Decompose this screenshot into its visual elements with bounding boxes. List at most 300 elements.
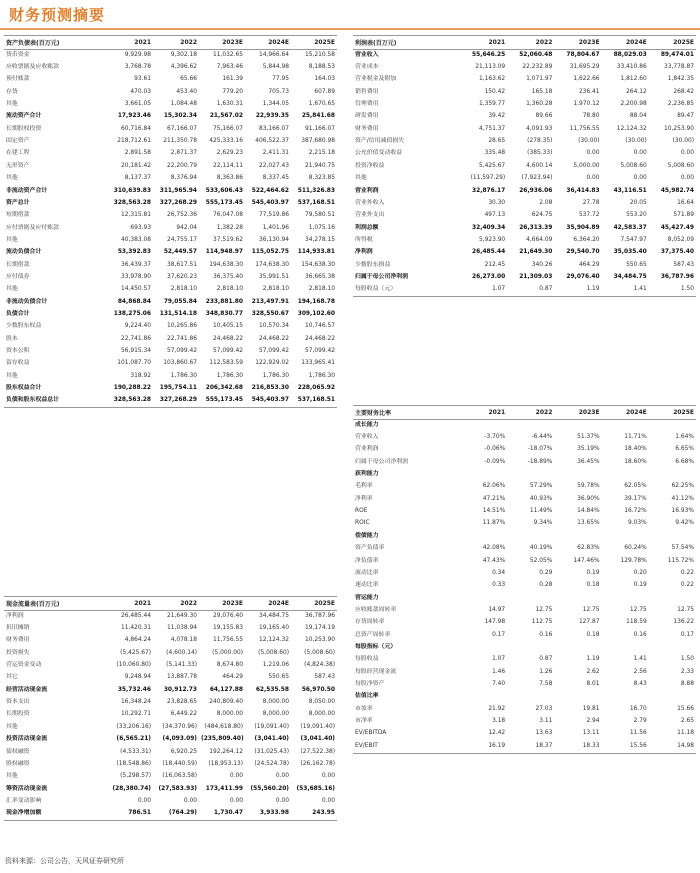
table-row	[353, 259, 696, 271]
value-cell: 79,580.51	[305, 212, 335, 219]
value-cell: 16.72%	[624, 508, 647, 515]
table-row	[353, 173, 696, 185]
table-row	[4, 321, 337, 333]
value-cell: 310,639.83	[113, 187, 151, 194]
value-cell: 240,809.40	[209, 699, 243, 706]
row-label: 净利润	[6, 612, 24, 619]
value-cell: 45,427.49	[660, 224, 694, 231]
value-cell	[602, 469, 649, 481]
value-cell: 15.56	[602, 740, 649, 753]
table-row	[4, 771, 337, 783]
year-column-header: 2021	[460, 406, 507, 420]
value-cell: 1.19	[554, 284, 601, 297]
table-row	[353, 74, 696, 86]
value-cell: 18.40%	[624, 446, 647, 453]
value-cell: 89,474.01	[660, 51, 694, 58]
row-label: 营业外收入	[355, 199, 385, 206]
table-row	[4, 309, 337, 321]
value-cell: 10,570.34	[259, 323, 289, 330]
value-cell: 537.72	[578, 212, 600, 219]
value-cell: 0.00	[680, 175, 694, 182]
value-cell: 56,915.34	[121, 347, 151, 354]
value-cell: 0.16	[633, 631, 647, 638]
value-cell: 464.29	[578, 261, 600, 268]
value-cell: 340.26	[531, 261, 553, 268]
balance-sheet-table	[4, 35, 337, 408]
value-cell: 2.65	[680, 717, 694, 724]
value-cell: 6,920.25	[170, 748, 197, 755]
row-label: 资本公积	[6, 347, 30, 354]
value-cell: 4,664.09	[526, 236, 553, 243]
value-cell: 571.89	[673, 212, 694, 219]
value-cell: 5,844.98	[262, 64, 289, 71]
table-row	[353, 703, 696, 715]
value-cell: 5,008.60	[667, 162, 694, 169]
value-cell: (5,008.60)	[258, 649, 289, 656]
section-heading-row	[353, 469, 696, 481]
value-cell: 1.07	[460, 284, 507, 297]
value-cell: 8.43	[633, 680, 647, 687]
value-cell	[507, 642, 554, 654]
row-label: 每股收益（元）	[353, 284, 460, 297]
value-cell: 1.26	[539, 668, 553, 675]
year-column-header: 2021	[107, 597, 153, 611]
value-cell: 1,812.60	[620, 76, 647, 83]
year-column-header: 2025E	[291, 597, 337, 611]
value-cell: 3,933.98	[245, 808, 291, 821]
value-cell: 35,991.51	[259, 273, 289, 280]
value-cell: 5,425.67	[478, 162, 506, 169]
value-cell: 8,000.00	[262, 699, 289, 706]
value-cell: 0.00	[633, 150, 647, 157]
title-divider	[0, 28, 700, 30]
value-cell: 14.51%	[482, 508, 506, 515]
value-cell: 1.46	[492, 668, 506, 675]
value-cell: 3,768.78	[124, 64, 151, 71]
value-cell: 67,166.07	[167, 125, 197, 132]
row-label: 应收账款周转率	[355, 606, 397, 613]
value-cell: 0.19	[633, 582, 647, 589]
value-cell: 0.00	[680, 150, 694, 157]
value-cell: (235,809.40)	[201, 736, 244, 743]
value-cell: 29,076.40	[566, 273, 600, 280]
value-cell: 2,818.10	[170, 286, 197, 293]
year-column-header: 2022	[507, 406, 554, 420]
value-cell: 624.75	[531, 212, 553, 219]
section-heading-row	[353, 531, 696, 543]
value-cell: 12,315.81	[121, 212, 151, 219]
row-label: 营业成本	[355, 64, 379, 71]
value-cell: 24,468.22	[305, 335, 335, 342]
value-cell: 55,646.25	[472, 51, 506, 58]
table-row	[4, 346, 337, 358]
value-cell: (26,162.78)	[300, 760, 335, 767]
table-row	[353, 222, 696, 234]
value-cell	[649, 691, 696, 703]
value-cell: 36,787.96	[660, 273, 694, 280]
value-cell: 35,732.46	[117, 686, 151, 693]
year-column-header: 2023E	[199, 36, 245, 50]
value-cell: 36.90%	[577, 495, 600, 502]
value-cell: 190,288.22	[113, 385, 151, 391]
value-cell: 0.00	[586, 150, 600, 157]
value-cell: 7,963.46	[216, 64, 243, 71]
value-cell: 12,124.32	[616, 125, 647, 132]
value-cell: 62.06%	[482, 483, 506, 490]
value-cell: 36,439.37	[121, 261, 151, 268]
table-row	[353, 87, 696, 99]
table-row	[353, 555, 696, 567]
value-cell: 15,302.34	[163, 113, 197, 120]
value-cell: 16.93%	[671, 508, 694, 515]
table-row	[353, 543, 696, 555]
value-cell: (4,600.14)	[166, 649, 197, 656]
table-row	[4, 272, 337, 284]
value-cell: 0.16	[539, 631, 553, 638]
value-cell: 35,904.89	[566, 224, 600, 231]
value-cell: (5,000.00)	[212, 649, 243, 656]
value-cell: 328,563.28	[107, 395, 153, 408]
value-cell: 2,411.31	[262, 150, 289, 157]
row-label: 管理费用	[355, 101, 379, 108]
value-cell: (55,560.20)	[250, 785, 289, 792]
value-cell	[554, 469, 601, 481]
row-label: 在建工程	[6, 150, 30, 157]
value-cell: 243.95	[291, 808, 337, 821]
value-cell: 22,741.86	[121, 335, 151, 342]
value-cell: 348,830.77	[205, 310, 243, 317]
value-cell: 30,912.73	[163, 686, 197, 693]
value-cell: 4,396.62	[170, 64, 197, 71]
table-row	[4, 672, 337, 684]
value-cell: 2,818.10	[216, 286, 243, 293]
value-cell: 59.78%	[577, 483, 600, 490]
value-cell: 22,200.79	[167, 162, 197, 169]
table-row	[353, 654, 696, 666]
value-cell: 2.56	[633, 668, 647, 675]
value-cell: 12.42	[488, 730, 506, 737]
value-cell: 1.19	[586, 656, 600, 663]
value-cell: 236.41	[578, 88, 600, 95]
value-cell: 218,712.61	[117, 138, 151, 145]
value-cell: 1,622.66	[573, 76, 600, 83]
value-cell: 9,302.18	[170, 51, 197, 58]
section-heading-row	[353, 419, 696, 432]
value-cell: 12.75	[629, 606, 647, 613]
row-label: 其它	[6, 674, 18, 681]
row-label: 投资净收益	[355, 162, 385, 169]
value-cell: 2.33	[680, 668, 694, 675]
value-cell: 57.29%	[529, 483, 553, 490]
financial-ratios-table	[353, 405, 696, 754]
table-row	[353, 210, 696, 222]
value-cell: 38,617.51	[167, 261, 197, 268]
row-label: 其他	[6, 372, 18, 379]
table-row	[4, 284, 337, 296]
row-label: 速动比率	[355, 582, 379, 589]
year-column-header: 2023E	[199, 597, 245, 611]
value-cell: 1,075.16	[308, 224, 335, 231]
value-cell: 1,786.30	[170, 372, 197, 379]
table-header-row	[4, 597, 337, 611]
value-cell: 37,375.40	[660, 249, 694, 256]
value-cell: 127.87	[578, 619, 600, 626]
table-row	[4, 136, 337, 148]
value-cell: 19,174.19	[305, 625, 335, 632]
row-label: 每股经营现金流	[355, 668, 397, 675]
value-cell: 62,535.58	[255, 686, 289, 693]
table-row	[4, 161, 337, 173]
table-row	[4, 87, 337, 99]
row-label: 利润总额	[355, 224, 379, 231]
value-cell: 64,127.88	[209, 686, 243, 693]
row-label: 预付账款	[6, 76, 30, 83]
row-label: 无形资产	[6, 162, 30, 169]
year-column-header: 2025E	[649, 406, 696, 420]
value-cell: 1,084.48	[170, 101, 197, 108]
table-header-row	[4, 36, 337, 50]
value-cell: 0.34	[492, 569, 506, 576]
table-row	[4, 235, 337, 247]
value-cell: 24,468.22	[213, 335, 243, 342]
table-row	[353, 148, 696, 160]
value-cell: 8,376.94	[170, 175, 197, 182]
value-cell: (764.29)	[153, 808, 199, 821]
value-cell: 14.84%	[577, 508, 600, 515]
row-label: 资产总计	[6, 199, 30, 206]
row-label: 营业收入	[355, 434, 379, 441]
value-cell	[460, 691, 507, 703]
table-row	[353, 235, 696, 247]
value-cell: (5,425.67)	[120, 649, 151, 656]
value-cell: 24,468.22	[259, 335, 289, 342]
value-cell: -18.07%	[527, 446, 553, 453]
value-cell: 16.70	[629, 705, 647, 712]
year-column-header: 2023E	[554, 36, 601, 50]
value-cell: 52.05%	[529, 557, 553, 564]
table-row	[353, 124, 696, 136]
value-cell: 19,165.40	[259, 625, 289, 632]
value-cell: 311,965.94	[159, 187, 197, 194]
value-cell: 36.45%	[577, 458, 600, 465]
value-cell: 4,078.18	[170, 637, 197, 644]
value-cell: 15.66	[677, 705, 694, 712]
value-cell: 0.28	[539, 582, 553, 589]
value-cell: 10,746.57	[305, 323, 335, 330]
table-row	[353, 432, 696, 444]
value-cell	[460, 531, 507, 543]
table-row	[4, 49, 337, 62]
value-cell: 112.75	[531, 619, 553, 626]
value-cell: 75,166.07	[213, 125, 243, 132]
value-cell: 161.39	[222, 76, 243, 83]
value-cell: 88,029.03	[613, 51, 647, 58]
value-cell: 195,754.11	[159, 385, 197, 391]
value-cell: 16.64	[677, 199, 694, 206]
value-cell: 693.93	[130, 224, 151, 231]
value-cell: 21,567.02	[209, 113, 243, 120]
value-cell: 52,449.57	[163, 249, 197, 256]
row-label: 货币资金	[6, 51, 30, 58]
value-cell: 36,665.38	[305, 273, 335, 280]
table-row	[4, 759, 337, 771]
value-cell: 25,841.68	[301, 113, 335, 120]
value-cell: 550.65	[626, 261, 647, 268]
row-label: 固定资产	[6, 138, 30, 145]
row-label: EV/EBIT	[353, 740, 460, 753]
value-cell: 13.63	[535, 730, 553, 737]
value-cell: 84,868.84	[117, 298, 151, 305]
value-cell	[649, 592, 696, 604]
value-cell: (53,685.16)	[296, 785, 335, 792]
value-cell: 34,484.75	[259, 612, 289, 619]
table-row	[4, 148, 337, 160]
value-cell: 138,275.06	[113, 310, 151, 317]
value-cell: (27,583.93)	[158, 785, 197, 792]
row-label: 财务费用	[6, 637, 30, 644]
value-cell: 0.00	[183, 797, 197, 804]
value-cell: 20,181.42	[121, 162, 151, 169]
value-cell: (7,923.94)	[521, 175, 553, 182]
table-row	[353, 444, 696, 456]
value-cell: 56,970.50	[301, 686, 335, 693]
value-cell	[554, 691, 601, 703]
value-cell: 522,464.62	[251, 187, 289, 194]
value-cell: 9.03%	[628, 520, 647, 527]
value-cell: 1,670.65	[308, 101, 335, 108]
table-row	[4, 685, 337, 697]
row-label: 资本支出	[6, 699, 30, 706]
table-row	[4, 697, 337, 709]
table-row	[4, 74, 337, 86]
row-label: 成长能力	[355, 421, 379, 428]
value-cell: 22,741.86	[167, 335, 197, 342]
value-cell: 42,583.37	[613, 224, 647, 231]
table-row	[353, 99, 696, 111]
year-column-header: 2024E	[245, 597, 291, 611]
row-label: 少数股东损益	[355, 261, 391, 268]
value-cell: -0.06%	[484, 446, 506, 453]
row-label: 折旧摊销	[6, 625, 30, 632]
value-cell: 0.00	[137, 797, 151, 804]
value-cell: 211,350.78	[163, 138, 197, 145]
table-row	[4, 709, 337, 721]
value-cell: 62.25%	[671, 483, 694, 490]
value-cell: 40.93%	[529, 495, 553, 502]
value-cell: 57,099.42	[305, 347, 335, 354]
row-label: 留存收益	[6, 360, 30, 367]
value-cell: 60.24%	[624, 545, 647, 552]
value-cell: 26,273.00	[472, 273, 506, 280]
table-row	[4, 648, 337, 660]
value-cell: (5,008.60)	[304, 649, 335, 656]
value-cell: 0.18	[586, 631, 600, 638]
row-label: 流动比率	[355, 569, 379, 576]
table-row	[4, 722, 337, 734]
row-label: 股本	[6, 335, 18, 342]
value-cell: 14.97	[488, 606, 506, 613]
value-cell: 0.00	[586, 175, 600, 182]
row-label: 非流动负债合计	[6, 298, 48, 305]
value-cell: 3,661.05	[124, 101, 151, 108]
row-label: 营业外支出	[355, 212, 385, 219]
table-row	[4, 99, 337, 111]
value-cell: (31,025.43)	[254, 748, 289, 755]
value-cell: 13,887.78	[167, 674, 197, 681]
value-cell: 216,853.30	[251, 385, 289, 391]
value-cell: 77.95	[272, 76, 289, 83]
row-label: 负债和股东权益总计	[4, 395, 107, 408]
value-cell: 12.75	[677, 606, 694, 613]
section-heading-row	[353, 691, 696, 703]
value-cell	[507, 691, 554, 703]
row-label: 财务费用	[355, 125, 379, 132]
value-cell: 6.68%	[675, 458, 694, 465]
value-cell: 147.46%	[573, 557, 600, 564]
value-cell: 93.61	[134, 76, 151, 83]
value-cell: 406,522.37	[255, 138, 289, 145]
value-cell	[460, 419, 507, 432]
value-cell: 11.56	[629, 730, 647, 737]
value-cell: 5,000.00	[573, 162, 600, 169]
table-row	[353, 185, 696, 197]
value-cell: (28,380.74)	[112, 785, 151, 792]
value-cell: 537,168.51	[297, 199, 335, 206]
row-label: 现金净增加额	[4, 808, 107, 821]
value-cell	[554, 592, 601, 604]
value-cell: 114,933.81	[297, 249, 335, 256]
value-cell: 26,485.44	[121, 612, 151, 619]
value-cell: 1.64%	[675, 434, 694, 441]
value-cell: 28.65	[488, 138, 506, 145]
value-cell: 40.19%	[529, 545, 553, 552]
value-cell: 0.00	[275, 797, 289, 804]
value-cell: 7.40	[492, 680, 506, 687]
value-cell: 57,099.42	[167, 347, 197, 354]
value-cell: 11,038.94	[167, 625, 197, 632]
year-column-header: 2025E	[291, 36, 337, 50]
value-cell: 27.78	[582, 199, 600, 206]
page-title: 财务预测摘要	[9, 6, 106, 24]
value-cell: 0.00	[321, 797, 335, 804]
value-cell: (18,440.59)	[162, 760, 197, 767]
value-cell: 192,264.12	[209, 748, 243, 755]
value-cell: (33,206.16)	[116, 723, 151, 730]
value-cell: (4,533.31)	[120, 748, 151, 755]
value-cell: 36,375.40	[213, 273, 243, 280]
year-column-header: 2021	[460, 36, 507, 50]
value-cell: 8,000.00	[308, 711, 335, 718]
table-row	[4, 296, 337, 308]
value-cell: 0.00	[275, 773, 289, 780]
value-cell: 33,978.90	[121, 273, 151, 280]
table-row	[353, 481, 696, 493]
value-cell: 150.42	[484, 88, 506, 95]
value-cell: -18.89%	[527, 458, 553, 465]
value-cell: 1,360.28	[526, 101, 553, 108]
value-cell: 129.78%	[620, 557, 647, 564]
value-cell: 2.79	[633, 717, 647, 724]
value-cell: 537,168.51	[291, 395, 337, 408]
value-cell: 533,606.43	[205, 187, 243, 194]
table-row	[353, 247, 696, 259]
value-cell: 425,333.16	[209, 138, 243, 145]
value-cell: 2,236.85	[667, 101, 694, 108]
value-cell: (11,597.29)	[470, 175, 506, 182]
value-cell	[554, 419, 601, 432]
value-cell	[554, 642, 601, 654]
value-cell	[460, 642, 507, 654]
